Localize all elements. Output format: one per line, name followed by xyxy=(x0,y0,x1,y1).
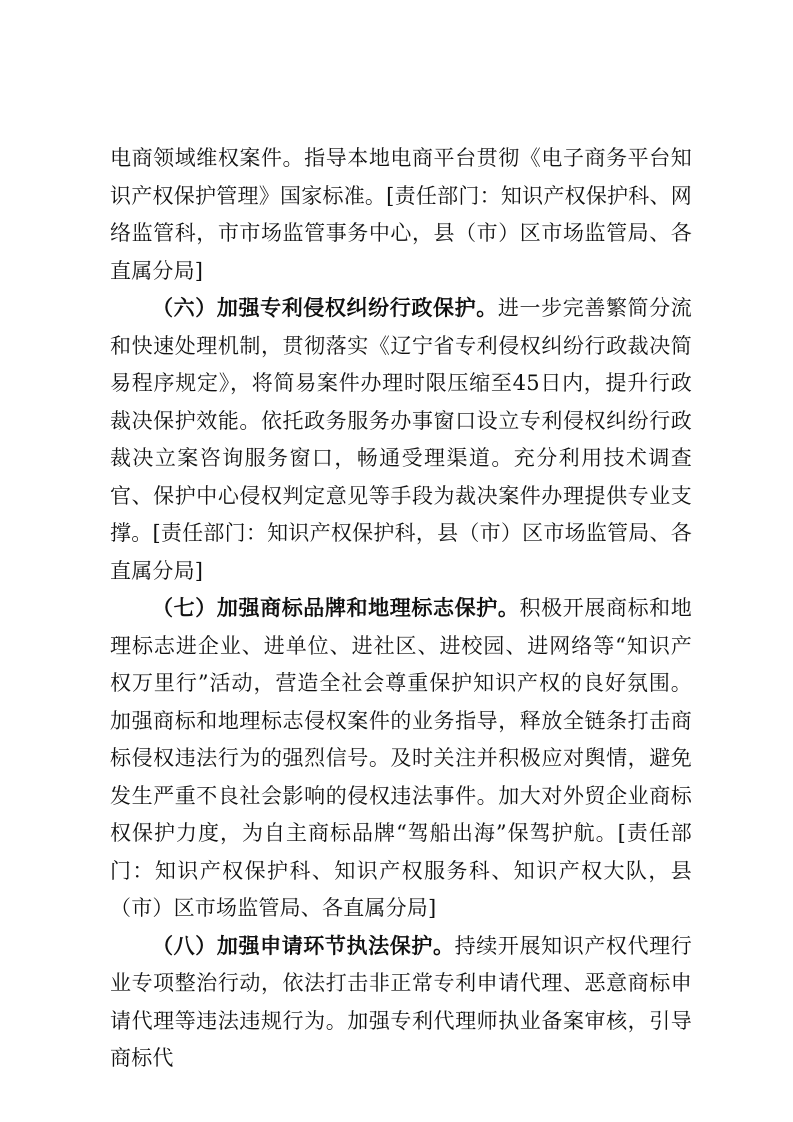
section-heading-7: （七）加强商标品牌和地理标志保护。 xyxy=(152,596,520,620)
section-heading-8: （八）加强申请环节执法保护。 xyxy=(152,933,455,958)
section-heading-6: （六）加强专利侵权纠纷行政保护。 xyxy=(152,296,498,320)
paragraph-body: 积极开展商标和地理标志进企业、进单位、进社区、进校园、进网络等“知识产权万里行”活动，营造全社会尊重保护知识产权的良好氛围。加强商标和地理标志侵权案件的业务指导，释放全链条打击商标侵权违法行为的强烈信号。及时关注并积极应对舆情，避免发生严重不良社会影响的侵权违法事件。加大对外贸企业商标权保护力度，为自主商标品牌“驾船出海”保驾护航。[责任部门：知识产权保护科、知识产权服务科、知识产权大队，县（市）区市场监管局、各直属分局] xyxy=(110,596,692,920)
paragraph-body: 持续开展知识产权代理行业专项整治行动，依法打击非正常专利申请代理、恶意商标申请代理等违法违规行为。加强专利代理师执业备案审核，引导商标代 xyxy=(110,933,692,1070)
document-page xyxy=(110,140,692,1078)
paragraph-application-enforcement xyxy=(110,928,692,1078)
paragraph-trademark-geographic xyxy=(110,590,692,928)
paragraph-body: 电商领域维权案件。指导本地电商平台贯彻《电子商务平台知识产权保护管理》国家标准。[责任部门：知识产权保护科、网络监管科，市市场监管事务中心，县（市）区市场监管局、各直属分局] xyxy=(110,146,692,283)
paragraph-patent-infringement xyxy=(110,290,692,590)
paragraph-continuation xyxy=(110,140,692,290)
paragraph-body: 进一步完善繁简分流和快速处理机制，贯彻落实《辽宁省专利侵权纠纷行政裁决简易程序规定》，将简易案件办理时限压缩至45日内，提升行政裁决保护效能。依托政务服务办事窗口设立专利侵权纠纷行政裁决立案咨询服务窗口，畅通受理渠道。充分利用技术调查官、保护中心侵权判定意见等手段为裁决案件办理提供专业支撑。[责任部门：知识产权保护科，县（市）区市场监管局、各直属分局] xyxy=(110,296,692,583)
